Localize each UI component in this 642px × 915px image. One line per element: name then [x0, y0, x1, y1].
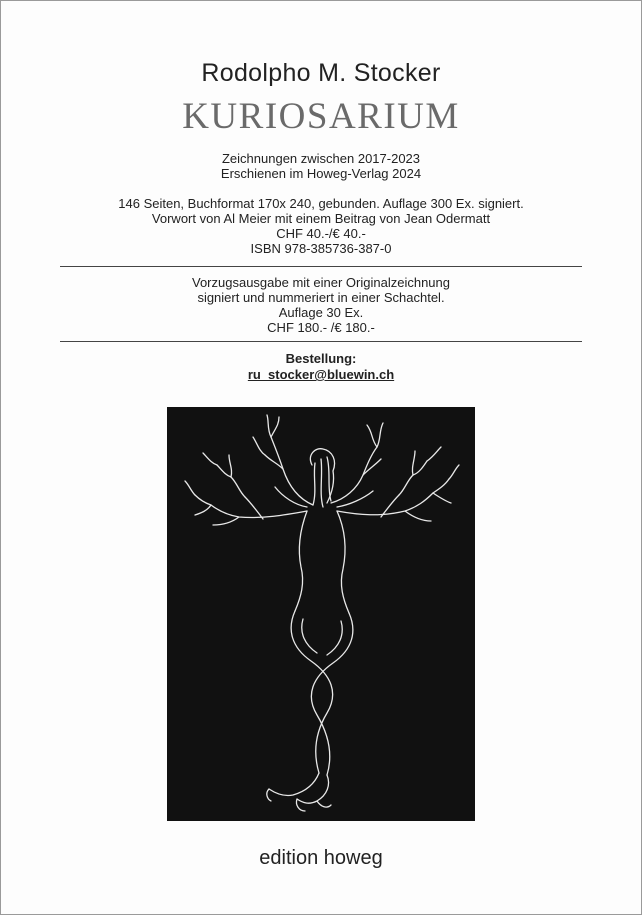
artwork-image [167, 407, 475, 821]
details-price: CHF 40.-/€ 40.- [276, 226, 366, 241]
details-line-1: 146 Seiten, Buchformat 170x 240, gebunden. Auflage 300 Ex. signiert. [118, 196, 524, 211]
info-line-1: Zeichnungen zwischen 2017-2023 [221, 151, 421, 166]
book-title: KURIOSARIUM [182, 96, 460, 137]
details-line-2: Vorwort von Al Meier mit einem Beitrag von Jean Odermatt [151, 211, 491, 226]
order-email-link[interactable]: ru_stocker@bluewin.ch [247, 367, 395, 382]
special-line-1: Vorzugsausgabe mit einer Originalzeichnung [192, 275, 450, 290]
special-edition-count: Auflage 30 Ex. [278, 305, 364, 320]
divider-bottom [60, 341, 582, 342]
publisher-name: edition howeg [259, 847, 383, 869]
special-line-2: signiert und nummeriert in einer Schachtel. [197, 290, 445, 305]
author-name: Rodolpho M. Stocker [201, 59, 441, 87]
details-isbn: ISBN 978-385736-387-0 [250, 241, 392, 256]
order-label: Bestellung: [285, 351, 357, 366]
divider-top [60, 266, 582, 267]
special-edition [1, 275, 641, 335]
special-price: CHF 180.- /€ 180.- [267, 320, 375, 335]
book-details [1, 196, 641, 256]
order-section [1, 351, 641, 383]
info-line-2: Erschienen im Howeg-Verlag 2024 [220, 166, 422, 181]
tree-figure-drawing-icon [167, 407, 475, 821]
book-info [1, 151, 641, 181]
